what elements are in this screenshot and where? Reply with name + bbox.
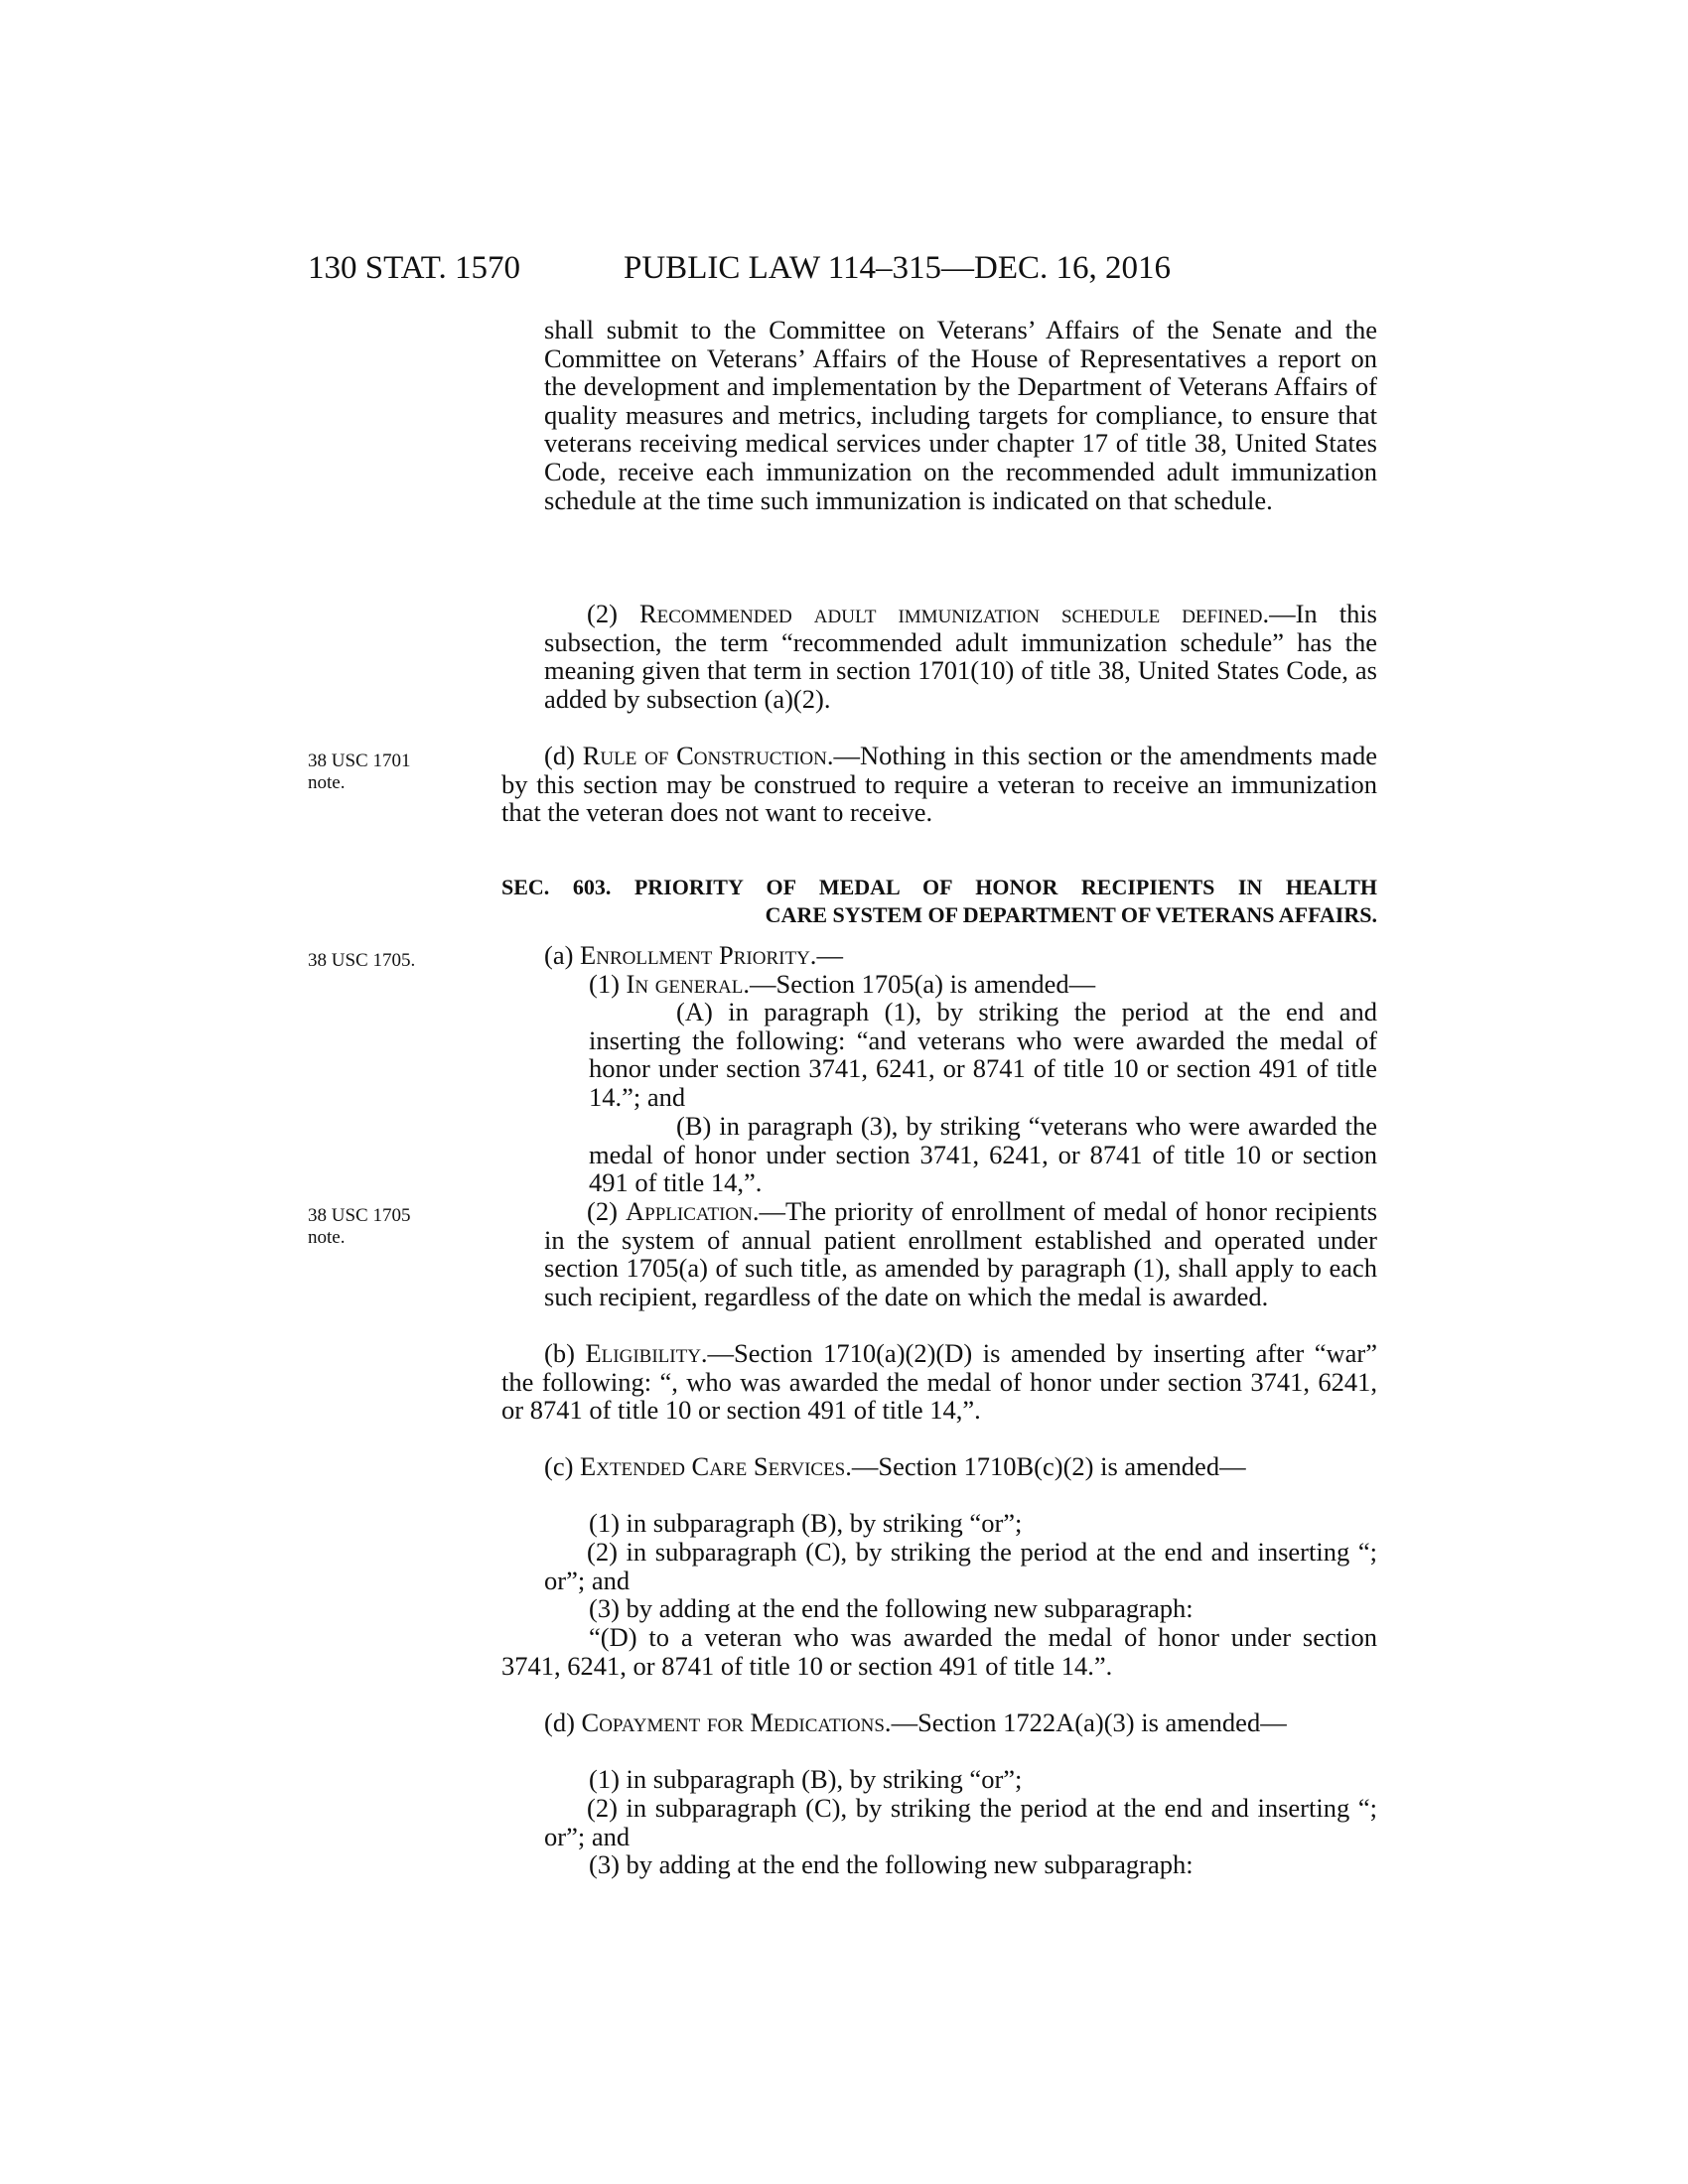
paragraph-number: (1) (589, 969, 620, 999)
paragraph-d-2 (544, 1794, 1377, 1850)
section-heading (501, 874, 1377, 929)
paragraph-number: (c) (544, 1451, 574, 1481)
margin-note-1705-note (308, 1205, 447, 1249)
paragraph-text: —Section 1710(a)(2)(D) is amended by inserting after “war” the following: “, who was awarded the medal of honor under section 3741, 6241, or 8741 of title 10 or section 491 of title 14,”. (501, 1338, 1377, 1426)
paragraph-number: (d) (544, 741, 575, 770)
paragraph-number: (a) (544, 940, 574, 970)
paragraph-heading: Enrollment Priority. (580, 940, 817, 970)
margin-note-line: note. (308, 772, 346, 793)
subsection-b-eligibility (501, 1339, 1377, 1425)
paragraph-text: —Nothing in this section or the amendments made by this section may be construed to require a veteran to receive an immunization that the veteran does not want to receive. (501, 741, 1377, 828)
subsection-c-extended-care (501, 1452, 1377, 1481)
subsection-a-heading (501, 941, 1377, 970)
paragraph-heading: In general. (626, 969, 750, 999)
paragraph-d-rule-of-construction (501, 742, 1377, 827)
page-title: PUBLIC LAW 114–315—DEC. 16, 2016 (624, 250, 1172, 286)
paragraph-d-1 (501, 1765, 1377, 1794)
margin-note-line: 38 USC 1705. (308, 950, 416, 971)
paragraph-2-definition (544, 600, 1377, 713)
paragraph-number: (b) (544, 1338, 575, 1368)
paragraph-text: shall submit to the Committee on Veterans’ Affairs of the Senate and the Committee on Veterans’ Affairs of the House of Representatives a report on the development and implementation by the Department of Veterans Affairs of quality measures and metrics, including targets for compliance, to ensure that veterans receiving medical services under chapter 17 of title 38, United States Code, receive each immunization on the recommended adult immunization schedule at the time such immunization is indicated on that schedule. (544, 315, 1377, 515)
paragraph-c-1 (501, 1509, 1377, 1538)
paragraph-text: —The priority of enrollment of medal of honor recipients in the system of annual patient enrollment established and operated under section 1705(a) of such title, as amended by paragraph (1), shall apply to each such recipient, regardless of the date on which the medal is awarded. (544, 1196, 1378, 1311)
paragraph-c-3 (501, 1594, 1377, 1623)
paragraph-text: (1) in subparagraph (B), by striking “or”; (589, 1508, 1023, 1538)
paragraph-text: “(D) to a veteran who was awarded the medal of honor under section 3741, 6241, or 8741 of title 10 or section 491 of title 14.”. (501, 1622, 1377, 1681)
paragraph-text: —Section 1722A(a)(3) is amended— (891, 1707, 1287, 1737)
paragraph-text: —In this subsection, the term “recommended adult immunization schedule” has the meaning given that term in section 1701(10) of title 38, United States Code, as added by subsection (a)(2). (544, 599, 1377, 714)
quoted-subparagraph-c-D (501, 1623, 1377, 1680)
margin-note-1705 (308, 950, 447, 972)
paragraph-d-3 (501, 1850, 1377, 1879)
paragraph-text: (2) in subparagraph (C), by striking the period at the end and inserting “; or”; and (544, 1537, 1377, 1595)
subsection-d-copayment (501, 1708, 1377, 1737)
subparagraph-a-1-A (589, 998, 1377, 1111)
paragraph-heading: Copayment for Medications. (581, 1707, 892, 1737)
section-heading-line-2: CARE SYSTEM OF DEPARTMENT OF VETERANS AFFAIRS. (765, 902, 1377, 927)
paragraph-text: (1) in subparagraph (B), by striking “or”; (589, 1764, 1023, 1794)
paragraph-heading: Rule of Construction. (582, 741, 834, 770)
paragraph-text: (B) in paragraph (3), by striking “veterans who were awarded the medal of honor under section 3741, 6241, or 8741 of title 10 or section 491 of title 14,”. (589, 1111, 1377, 1198)
margin-note-line: note. (308, 1227, 346, 1248)
margin-note-line: 38 USC 1705 (308, 1205, 411, 1226)
paragraph-number: (2) (587, 1196, 618, 1226)
page-reference: 130 STAT. 1570 (308, 250, 521, 286)
paragraph-a-2-application (544, 1197, 1377, 1310)
margin-note-1701 (308, 751, 447, 794)
paragraph-text: —Section 1705(a) is amended— (749, 969, 1096, 999)
paragraph-text: (3) by adding at the end the following new subparagraph: (589, 1593, 1194, 1623)
paragraph-text: (2) in subparagraph (C), by striking the period at the end and inserting “; or”; and (544, 1793, 1377, 1851)
paragraph-a-1 (501, 970, 1377, 999)
paragraph-text: (A) in paragraph (1), by striking the period at the end and inserting the following: “and veterans who were awarded the medal of honor under section 3741, 6241, or 8741 of title 10 or section 491 of title 14.”; and (589, 997, 1377, 1112)
paragraph-text: — (816, 940, 843, 970)
paragraph-number: (2) (587, 599, 618, 628)
paragraph-continuation (544, 316, 1377, 514)
paragraph-heading: Application. (626, 1196, 760, 1226)
section-heading-line-1: SEC. 603. PRIORITY OF MEDAL OF HONOR RECIPIENTS IN HEALTH (501, 875, 1377, 899)
paragraph-heading: Extended Care Services. (580, 1451, 852, 1481)
subparagraph-a-1-B (589, 1112, 1377, 1197)
paragraph-c-2 (544, 1538, 1377, 1594)
paragraph-number: (d) (544, 1707, 575, 1737)
margin-note-line: 38 USC 1701 (308, 751, 411, 771)
paragraph-heading: Eligibility. (585, 1338, 708, 1368)
paragraph-text: (3) by adding at the end the following new subparagraph: (589, 1849, 1194, 1879)
paragraph-text: —Section 1710B(c)(2) is amended— (851, 1451, 1246, 1481)
paragraph-heading: Recommended adult immunization schedule defined. (638, 599, 1270, 628)
